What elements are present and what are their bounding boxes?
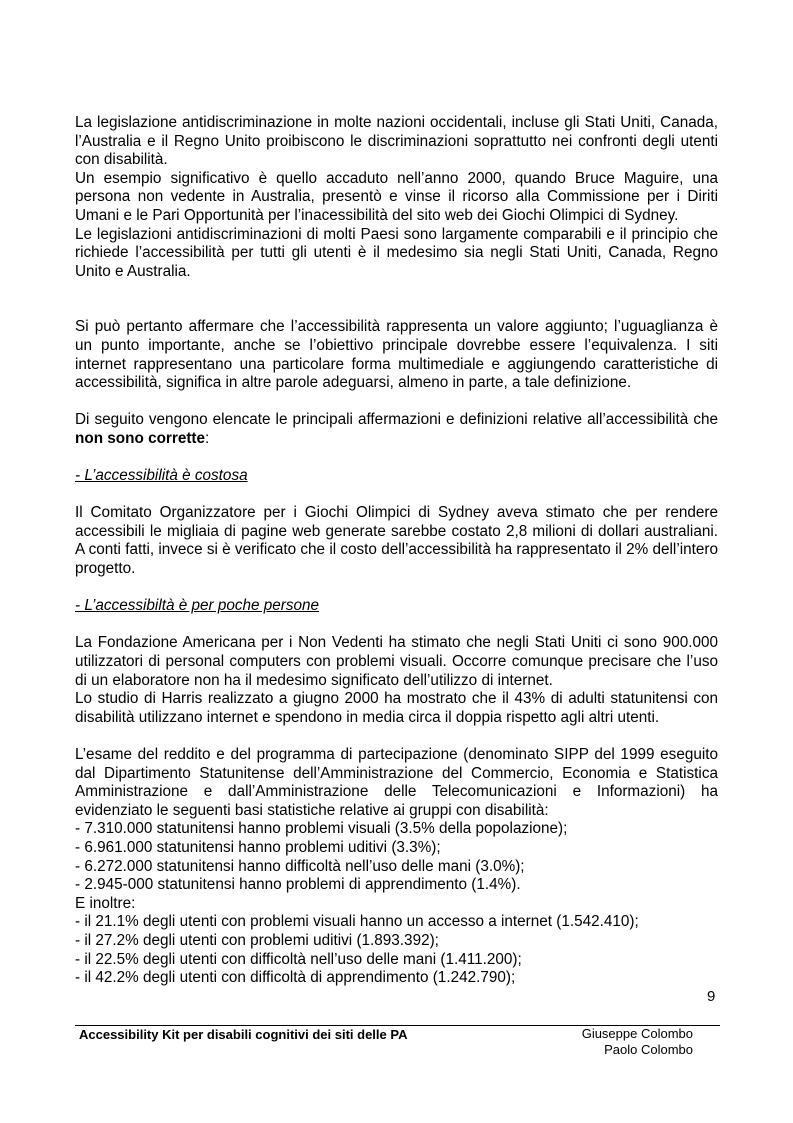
paragraph-example: Un esempio significativo è quello accaduto nell’anno 2000, quando Bruce Maguire, una persona non vedente in Australia, presentò e vinse il ricorso alla Commissione per i Diriti Umani e le Pari Opportunità per l’inacessibilità del sito web dei Giochi Olimpici di Sydney. [75, 169, 718, 224]
paragraph-comparable-laws: Le legislazioni antidiscriminazioni di molti Paesi sono largamente comparabili e il principio che richiede l’accessibilità per tutti gli utenti è il medesimo sia negli Stati Uniti, Canada, Regno Unito e Australia. [75, 225, 718, 280]
paragraph-statements-intro [75, 411, 718, 448]
page-number: 9 [707, 988, 716, 1005]
paragraph-harris-study: Lo studio di Harris realizzato a giugno 2000 ha mostrato che il 43% di adulti statunitensi con disabilità utilizzano internet e spendono in media circa il doppia rispetto agli altri utenti. [75, 690, 718, 726]
paragraph-added-value: Si può pertanto affermare che l’accessibilità rappresenta un valore aggiunto; l’uguaglianza è un punto importante, anche se l’obiettivo principale dovrebbe essere l’equivalenza. I siti internet rappresentano una particolare forma multimediale e aggiungendo caratteristiche di accessibilità, significa in altre parole adeguarsi, almeno in parte, a tale definizione. [75, 318, 718, 392]
heading-costly: - L’accessibilità è costosa [75, 467, 248, 485]
list-item: - 6.961.000 statunitensi hanno problemi uditivi (3.3%); [75, 838, 441, 856]
list-item: - 2.945-000 statunitensi hanno problemi di apprendimento (1.4%). [75, 876, 521, 894]
paragraph-foundation: La Fondazione Americana per i Non Vedenti ha stimato che negli Stati Uniti ci sono 900.000 utilizzatori di personal computers con problemi visuali. Occorre comunque precisare che l’uso di un elaboratore non ha il medesimo significato dell’utilizzo di internet. [75, 634, 718, 689]
statements-intro-colon: : [205, 429, 210, 447]
paragraph-sydney-cost: Il Comitato Organizzatore per i Giochi Olimpici di Sydney aveva stimato che per rendere accessibili le migliaia di pagine web generate sarebbe costato 2,8 milioni di dollari australiani. A conti fatti, invece si è verificato che il costo dell’accessibilità ha rappresentato il 2% dell’intero progetto. [75, 504, 718, 578]
list-item: - 6.272.000 statunitensi hanno difficoltà nell’uso delle mani (3.0%); [75, 857, 525, 875]
list-item: - il 21.1% degli utenti con problemi visuali hanno un accesso a internet (1.542.410); [75, 913, 639, 931]
statements-intro-bold: non sono corrette [75, 429, 206, 447]
paragraph-sipp: L’esame del reddito e del programma di partecipazione (denominato SIPP del 1999 eseguito dal Dipartimento Statunitense dell’Amministrazione del Commercio, Economia e Statistica Amministrazione e dall’Amministrazione delle Telecomunicazioni e Informazioni) ha evidenziato le seguenti basi statistiche relative ai gruppi con disabilità: [75, 746, 718, 819]
statements-intro-text: Di seguito vengono elencate le principali affermazioni e definizioni relative all’accessibilità che [75, 411, 718, 429]
footer-title: Accessibility Kit per disabili cognitivi dei siti delle PA [79, 1027, 408, 1042]
footer-author-1: Giuseppe Colombo [581, 1026, 693, 1041]
list-item: - il 42.2% degli utenti con difficoltà di apprendimento (1.242.790); [75, 969, 516, 987]
paragraph-legislation: La legislazione antidiscriminazione in molte nazioni occidentali, incluse gli Stati Uniti, Canada, l’Australia e il Regno Unito proibiscono le discriminazioni soprattutto nei confronti degli utenti con disabilità. [75, 114, 718, 169]
list-item: - 7.310.000 statunitensi hanno problemi visuali (3.5% della popolazione); [75, 820, 568, 838]
heading-few-people: - L’accessibiltà è per poche persone [75, 597, 320, 615]
inoltre-label: E inoltre: [75, 894, 136, 912]
footer-authors [582, 1026, 693, 1058]
list-item: - il 22.5% degli utenti con difficoltà nell’uso delle mani (1.411.200); [75, 950, 522, 968]
document-body [75, 114, 718, 988]
list-item: - il 27.2% degli utenti con problemi uditivi (1.893.392); [75, 931, 439, 949]
footer-author-2: Paolo Colombo [604, 1042, 693, 1057]
